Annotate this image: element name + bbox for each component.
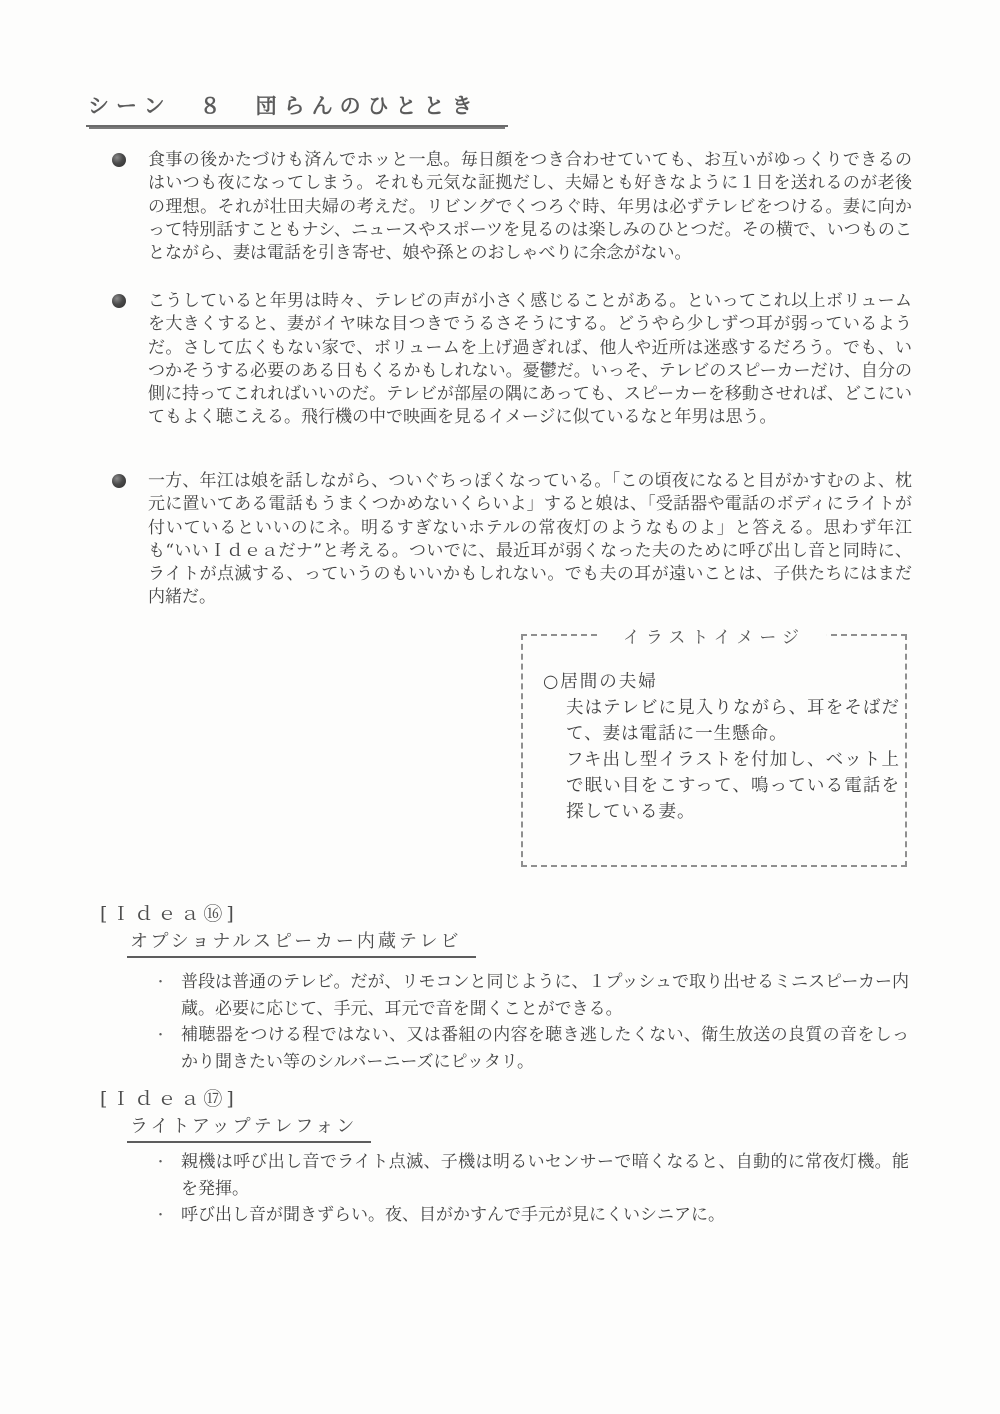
- list-item: [154, 1022, 909, 1075]
- idea-16-heading: オプショナルスピーカー内蔵テレビ: [127, 927, 476, 958]
- dot-bullet-icon: ・: [154, 1155, 168, 1170]
- idea-17-bullet-list: [154, 1149, 909, 1230]
- list-item: [154, 1202, 909, 1230]
- paragraph: [112, 290, 912, 430]
- illustration-note-box: [521, 628, 907, 867]
- illustration-box-body-line: 夫はテレビに見入りながら、耳をそばだて、妻は電話に一生懸命。: [566, 698, 900, 744]
- idea-bullet-text: 補聴器をつける程ではない、又は番組の内容を聴き逃したくない、衛生放送の良質の音をしっかり聞きたい等のシルバーニーズにピッタリ。: [181, 1025, 909, 1072]
- paragraph-text: こうしていると年男は時々、テレビの声が小さく感じることがある。といってこれ以上ボリュームを大きくすると、妻がイヤ味な目つきでうるさそうにする。どうやら少しずつ耳が弱っているようだ。さして広くもない家で、ボリュームを上げ過ぎれば、他人や近所は迷惑するだろう。でも、いつかそうする必要のある日もくるかもしれない。憂鬱だ。いっそ、テレビのスピーカーだけ、自分の側に持ってこれればいいのだ。テレビが部屋の隅にあっても、スピーカーを移動させれば、どこにいてもよく聴こえる。飛行機の中で映画を見るイメージに似ているなと年男は思う。: [148, 291, 912, 428]
- idea-17-label: [Ｉｄｅａ⑰]: [100, 1088, 238, 1110]
- paragraph: [112, 470, 912, 610]
- dot-bullet-icon: ・: [154, 975, 168, 990]
- list-item: [154, 1149, 909, 1202]
- paragraph-text: 一方、年江は娘を話しながら、ついぐちっぽくなっている。「この頃夜になると目がかすむのよ、枕元に置いてある電話もうまくつかめないくらいよ」すると娘は、「受話器や電話のボディにライトが付いているといいのにネ。明るすぎないホテルの常夜灯のようなものよ」と答える。思わず年江も“いいＩｄｅａだナ”と考える。ついでに、最近耳が弱くなった夫のために呼び出し音と同時に、ライトが点滅する、っていうのもいいかもしれない。でも夫の耳が遠いことは、子供たちにはまだ内緒だ。: [148, 471, 912, 608]
- dot-bullet-icon: ・: [154, 1028, 168, 1043]
- idea-bullet-text: 呼び出し音が聞きずらい。夜、目がかすんで手元が見にくいシニアに。: [181, 1205, 726, 1225]
- idea-16-label: [Ｉｄｅａ⑯]: [100, 903, 238, 925]
- list-item: [154, 969, 909, 1022]
- filled-circle-bullet-icon: [112, 474, 126, 488]
- idea-17-heading: ライトアップテレフォン: [127, 1112, 371, 1143]
- idea-bullet-text: 親機は呼び出し音でライト点滅、子機は明るいセンサーで暗くなると、自動的に常夜灯機。能を発揮。: [181, 1152, 909, 1199]
- scene-title: シーン ８ 団らんのひととき: [86, 90, 508, 127]
- illustration-box-content: [543, 669, 900, 825]
- filled-circle-bullet-icon: [112, 294, 126, 308]
- dot-bullet-icon: ・: [154, 1208, 168, 1223]
- illustration-box-title: イラストイメージ: [601, 623, 827, 648]
- idea-bullet-text: 普段は普通のテレビ。だが、リモコンと同じように、１プッシュで取り出せるミニスピーカー内蔵。必要に応じて、手元、耳元で音を聞くことができる。: [181, 972, 909, 1019]
- idea-16-bullet-list: [154, 969, 909, 1075]
- filled-circle-bullet-icon: [112, 153, 126, 167]
- paragraph: [112, 149, 912, 265]
- illustration-box-heading: ○居間の夫婦: [543, 672, 658, 692]
- paragraph-text: 食事の後かたづけも済んでホッと一息。毎日顔をつき合わせていても、お互いがゆっくりできるのはいつも夜になってしまう。それも元気な証拠だし、夫婦とも好きなように１日を送れるのが老後の理想。それが壮田夫婦の考えだ。リビングでくつろぐ時、年男は必ずテレビをつける。妻に向かって特別話すこともナシ、ニュースやスポーツを見るのは楽しみのひとつだ。その横で、いつものことながら、妻は電話を引き寄せ、娘や孫とのおしゃべりに余念がない。: [148, 150, 912, 264]
- illustration-box-body-line: フキ出し型イラストを付加し、ベット上で眠い目をこすって、鳴っている電話を探している妻。: [566, 750, 900, 822]
